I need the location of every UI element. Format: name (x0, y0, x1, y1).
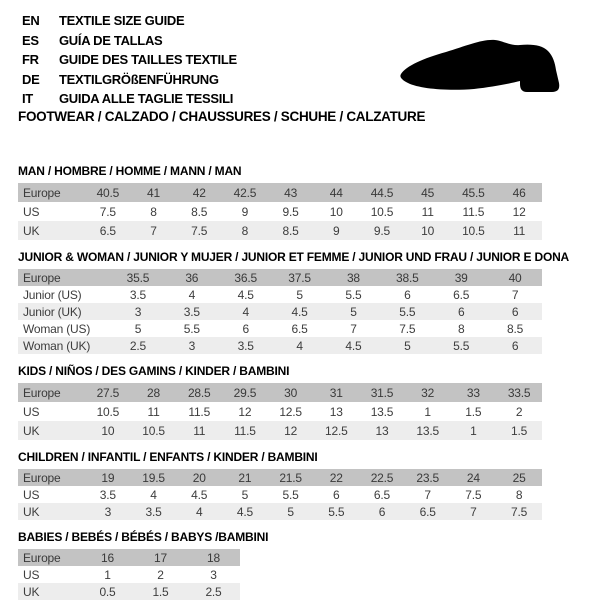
size-value: 8 (496, 486, 542, 503)
size-value: 4.5 (222, 503, 268, 520)
row-label: Woman (US) (18, 320, 111, 337)
size-value: 38.5 (380, 269, 434, 286)
table-row (18, 303, 542, 320)
size-value: 7 (451, 503, 497, 520)
size-value: 46 (496, 183, 542, 202)
size-value: 2 (134, 566, 187, 583)
size-section-children (18, 450, 569, 520)
table-row (18, 566, 240, 583)
size-value: 4.5 (219, 286, 273, 303)
size-value: 7 (327, 320, 381, 337)
size-value: 1.5 (451, 402, 497, 421)
section-title-junior-woman: JUNIOR & WOMAN / JUNIOR Y MUJER / JUNIOR ET FEMME / JUNIOR UND FRAU / JUNIOR E DONA (18, 250, 570, 264)
size-value: 7.5 (496, 503, 542, 520)
size-value: 1.5 (496, 421, 542, 440)
size-value: 8.5 (176, 202, 222, 221)
row-label: UK (18, 503, 85, 520)
table-row (18, 337, 542, 354)
size-value: 4 (165, 286, 219, 303)
size-value: 3 (187, 566, 240, 583)
category-line: FOOTWEAR / CALZADO / CHAUSSURES / SCHUHE / CALZATURE (18, 109, 426, 124)
size-value: 7 (131, 221, 177, 240)
size-value: 11 (176, 421, 222, 440)
size-value: 3 (111, 303, 165, 320)
language-code: IT (22, 91, 33, 106)
row-label: Europe (18, 549, 81, 566)
size-value: 6.5 (359, 486, 405, 503)
size-value: 6 (488, 337, 542, 354)
size-value: 12.5 (268, 402, 314, 421)
size-value: 31.5 (359, 383, 405, 402)
size-value: 5 (268, 503, 314, 520)
size-value: 4.5 (176, 486, 222, 503)
size-value: 6 (488, 303, 542, 320)
size-value: 3 (165, 337, 219, 354)
size-value: 11 (405, 202, 451, 221)
table-row (18, 221, 542, 240)
size-value: 11 (496, 221, 542, 240)
size-value: 7.5 (176, 221, 222, 240)
language-label: GUIDA ALLE TAGLIE TESSILI (59, 91, 234, 106)
size-value: 45 (405, 183, 451, 202)
table-row (18, 183, 542, 202)
size-value: 11.5 (451, 202, 497, 221)
size-value: 4 (273, 337, 327, 354)
size-value: 6 (359, 503, 405, 520)
size-value: 19 (85, 469, 131, 486)
size-value: 40.5 (85, 183, 131, 202)
size-section-man (18, 164, 569, 240)
size-value: 7 (488, 286, 542, 303)
size-value: 5.5 (268, 486, 314, 503)
section-title-kids: KIDS / NIÑOS / DES GAMINS / KINDER / BAMBINI (18, 364, 290, 378)
size-value: 9.5 (268, 202, 314, 221)
size-value: 17 (134, 549, 187, 566)
size-value: 4 (219, 303, 273, 320)
size-value: 42.5 (222, 183, 268, 202)
table-row (18, 469, 542, 486)
size-value: 43 (268, 183, 314, 202)
size-value: 6.5 (85, 221, 131, 240)
size-value: 32 (405, 383, 451, 402)
size-value: 4.5 (273, 303, 327, 320)
size-value: 30 (268, 383, 314, 402)
size-value: 38 (327, 269, 381, 286)
row-label: US (18, 566, 81, 583)
size-value: 29.5 (222, 383, 268, 402)
size-value: 7 (405, 486, 451, 503)
language-row-de (22, 70, 237, 90)
language-label: TEXTILE SIZE GUIDE (59, 13, 185, 28)
size-value: 36.5 (219, 269, 273, 286)
size-value: 11.5 (222, 421, 268, 440)
table-row (18, 503, 542, 520)
size-value: 19.5 (131, 469, 177, 486)
size-value: 12.5 (313, 421, 359, 440)
row-label: US (18, 202, 85, 221)
size-value: 7.5 (451, 486, 497, 503)
size-value: 44.5 (359, 183, 405, 202)
size-value: 6.5 (405, 503, 451, 520)
size-table-man (18, 183, 542, 240)
size-value: 27.5 (85, 383, 131, 402)
size-value: 9 (222, 202, 268, 221)
size-value: 0.5 (81, 583, 134, 600)
size-table-children (18, 469, 542, 520)
table-row (18, 269, 542, 286)
row-label: Europe (18, 183, 85, 202)
size-value: 3.5 (219, 337, 273, 354)
size-value: 5.5 (313, 503, 359, 520)
size-value: 3.5 (85, 486, 131, 503)
size-value: 44 (313, 183, 359, 202)
section-title-children: CHILDREN / INFANTIL / ENFANTS / KINDER / BAMBINI (18, 450, 318, 464)
table-row (18, 421, 542, 440)
language-code: DE (22, 71, 40, 87)
row-label: UK (18, 583, 81, 600)
size-value: 12 (268, 421, 314, 440)
language-row-fr (22, 50, 237, 70)
row-label: Europe (18, 383, 85, 402)
size-value: 3 (85, 503, 131, 520)
size-value: 8 (222, 221, 268, 240)
size-value: 7.5 (380, 320, 434, 337)
size-value: 2 (496, 402, 542, 421)
size-value: 6 (313, 486, 359, 503)
size-tables (18, 164, 569, 610)
size-value: 5 (327, 303, 381, 320)
size-value: 3.5 (111, 286, 165, 303)
table-row (18, 286, 542, 303)
size-value: 23.5 (405, 469, 451, 486)
size-value: 42 (176, 183, 222, 202)
language-label: GUÍA DE TALLAS (59, 32, 163, 48)
size-table-junior-woman (18, 269, 542, 354)
size-value: 33 (451, 383, 497, 402)
row-label: Woman (UK) (18, 337, 111, 354)
size-value: 20 (176, 469, 222, 486)
size-value: 36 (165, 269, 219, 286)
row-label: US (18, 486, 85, 503)
table-row (18, 583, 240, 600)
row-label: Europe (18, 469, 85, 486)
table-row (18, 320, 542, 337)
section-title-babies: BABIES / BEBÉS / BÉBÉS / BABYS /BAMBINI (18, 530, 269, 544)
size-value: 6 (219, 320, 273, 337)
size-value: 3.5 (165, 303, 219, 320)
row-label: UK (18, 421, 85, 440)
size-section-junior-woman (18, 250, 569, 354)
size-value: 5 (273, 286, 327, 303)
size-table-babies (18, 549, 240, 600)
size-value: 28.5 (176, 383, 222, 402)
size-value: 3.5 (131, 503, 177, 520)
size-value: 12 (222, 402, 268, 421)
size-value: 2.5 (111, 337, 165, 354)
size-value: 4.5 (327, 337, 381, 354)
size-value: 10 (313, 202, 359, 221)
size-value: 13 (359, 421, 405, 440)
language-row-es (22, 31, 237, 51)
dress-shoe-icon (396, 34, 578, 96)
row-label: US (18, 402, 85, 421)
size-value: 6 (434, 303, 488, 320)
size-value: 10 (85, 421, 131, 440)
size-value: 9 (313, 221, 359, 240)
language-code: EN (22, 13, 40, 28)
size-value: 13 (313, 402, 359, 421)
size-section-babies (18, 530, 569, 600)
table-row (18, 486, 542, 503)
size-value: 35.5 (111, 269, 165, 286)
size-value: 25 (496, 469, 542, 486)
table-row (18, 549, 240, 566)
size-value: 45.5 (451, 183, 497, 202)
language-row-it (22, 89, 237, 109)
size-value: 6 (380, 286, 434, 303)
size-value: 4 (176, 503, 222, 520)
language-row-en (22, 11, 237, 31)
size-value: 24 (451, 469, 497, 486)
size-value: 6.5 (273, 320, 327, 337)
size-value: 41 (131, 183, 177, 202)
size-value: 5 (111, 320, 165, 337)
size-value: 10.5 (85, 402, 131, 421)
size-value: 5.5 (380, 303, 434, 320)
size-value: 22.5 (359, 469, 405, 486)
size-value: 7.5 (85, 202, 131, 221)
language-code: ES (22, 32, 39, 48)
size-value: 9.5 (359, 221, 405, 240)
size-section-kids (18, 364, 569, 440)
size-value: 5.5 (327, 286, 381, 303)
table-row (18, 383, 542, 402)
size-value: 22 (313, 469, 359, 486)
size-value: 10.5 (131, 421, 177, 440)
row-label: UK (18, 221, 85, 240)
section-title-man: MAN / HOMBRE / HOMME / MANN / MAN (18, 164, 242, 178)
size-value: 16 (81, 549, 134, 566)
size-value: 6.5 (434, 286, 488, 303)
size-value: 1 (451, 421, 497, 440)
size-value: 5.5 (434, 337, 488, 354)
size-value: 4 (131, 486, 177, 503)
size-value: 11.5 (176, 402, 222, 421)
table-row (18, 202, 542, 221)
size-value: 10 (405, 221, 451, 240)
size-value: 39 (434, 269, 488, 286)
size-value: 5.5 (165, 320, 219, 337)
size-table-kids (18, 383, 542, 440)
size-value: 1 (81, 566, 134, 583)
language-label: GUIDE DES TAILLES TEXTILE (59, 52, 237, 67)
size-value: 31 (313, 383, 359, 402)
size-value: 33.5 (496, 383, 542, 402)
language-code: FR (22, 52, 39, 67)
size-value: 21 (222, 469, 268, 486)
row-label: Junior (US) (18, 286, 111, 303)
size-value: 2.5 (187, 583, 240, 600)
size-value: 10.5 (359, 202, 405, 221)
language-label: TEXTILGRÖßENFÜHRUNG (59, 71, 219, 87)
language-list (22, 11, 237, 109)
size-value: 8.5 (488, 320, 542, 337)
table-row (18, 402, 542, 421)
size-value: 21.5 (268, 469, 314, 486)
size-value: 5 (222, 486, 268, 503)
size-value: 5 (380, 337, 434, 354)
row-label: Junior (UK) (18, 303, 111, 320)
size-value: 40 (488, 269, 542, 286)
size-value: 37.5 (273, 269, 327, 286)
size-value: 8.5 (268, 221, 314, 240)
size-value: 10.5 (451, 221, 497, 240)
size-value: 1 (405, 402, 451, 421)
size-value: 11 (131, 402, 177, 421)
size-value: 12 (496, 202, 542, 221)
size-value: 18 (187, 549, 240, 566)
size-value: 13.5 (359, 402, 405, 421)
size-value: 1.5 (134, 583, 187, 600)
row-label: Europe (18, 269, 111, 286)
size-value: 28 (131, 383, 177, 402)
size-value: 8 (434, 320, 488, 337)
size-value: 13.5 (405, 421, 451, 440)
size-value: 8 (131, 202, 177, 221)
